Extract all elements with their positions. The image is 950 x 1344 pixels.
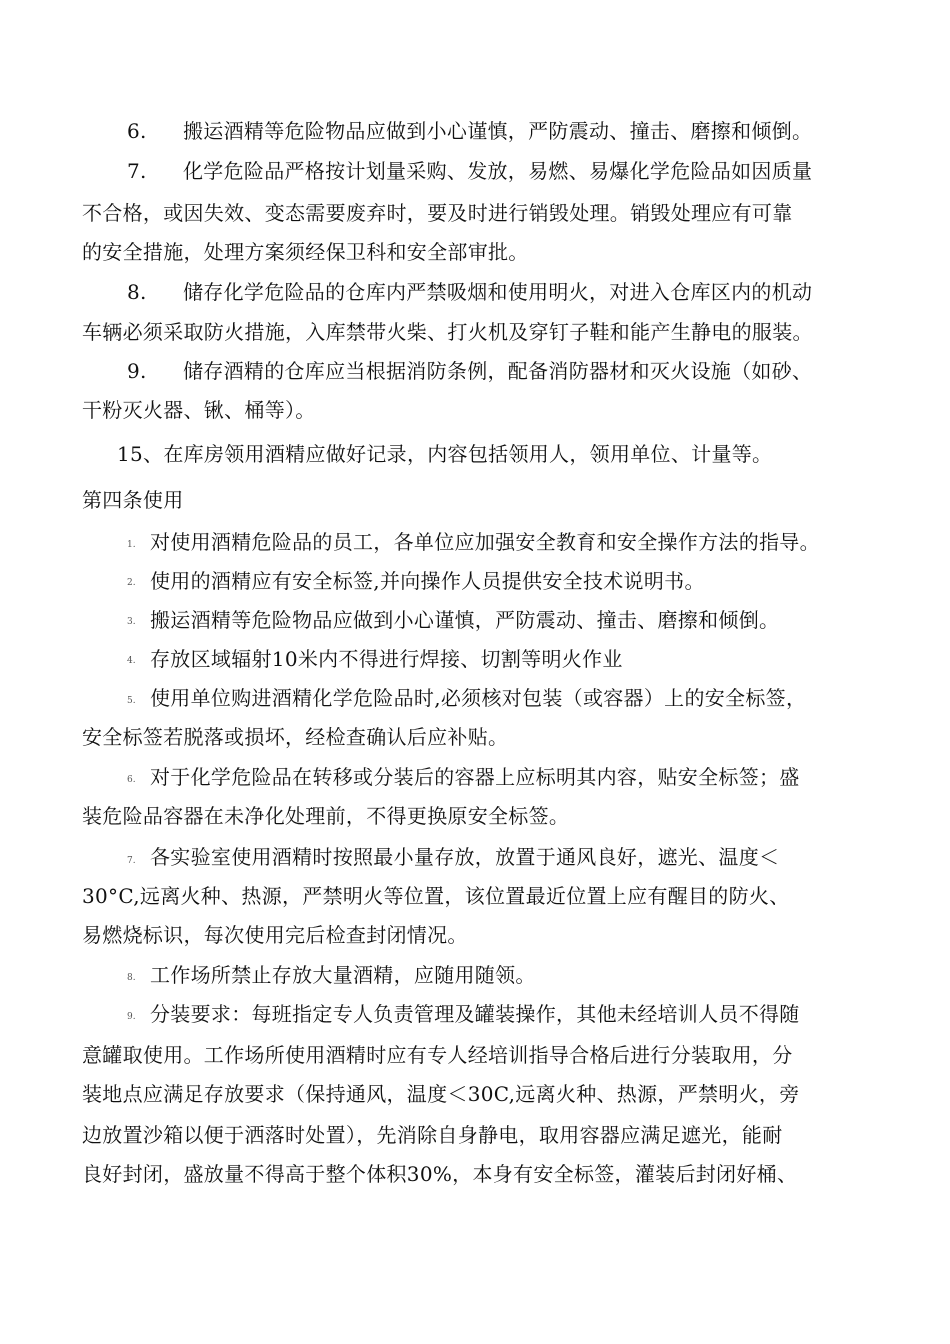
list-item: 分装要求：每班指定专人负责管理及罐装操作，其他未经培训人员不得随 xyxy=(150,1002,800,1026)
paragraph-line: 的安全措施，处理方案须经保卫科和安全部审批。 xyxy=(82,240,529,264)
list-item: 使用单位购进酒精化学危险品时,必须核对包装（或容器）上的安全标签， xyxy=(150,686,807,710)
paragraph-line: 易燃烧标识，每次使用完后检查封闭情况。 xyxy=(82,923,468,947)
paragraph-line: 不合格，或因失效、变态需要废弃时，要及时进行销毁处理。销毁处理应有可靠 xyxy=(82,201,793,225)
paragraph-line: 装危险品容器在未净化处理前，不得更换原安全标签。 xyxy=(82,804,570,828)
item-number: 7. xyxy=(127,159,147,183)
paragraph-line: 搬运酒精等危险物品应做到小心谨慎，严防震动、撞击、磨擦和倾倒。 xyxy=(183,119,813,143)
paragraph-line: 意罐取使用。工作场所使用酒精时应有专人经培训指导合格后进行分装取用，分 xyxy=(82,1043,793,1067)
paragraph-item-8 xyxy=(127,278,917,306)
list-marker: 9. xyxy=(127,1012,136,1022)
list-marker: 5. xyxy=(127,696,136,706)
list-marker: 3. xyxy=(127,617,136,627)
item-number: 8. xyxy=(127,280,147,304)
section-heading: 第四条使用 xyxy=(82,488,184,512)
paragraph-line: 30°C,远离火种、热源，严禁明火等位置，该位置最近位置上应有醒目的防火、 xyxy=(82,884,790,908)
paragraph-line: 储存化学危险品的仓库内严禁吸烟和使用明火，对进入仓库区内的机动 xyxy=(183,280,813,304)
paragraph-line: 干粉灭火器、锹、桶等）。 xyxy=(82,398,316,422)
paragraph-item-6 xyxy=(127,117,917,145)
paragraph-item-15: 15、在库房领用酒精应做好记录，内容包括领用人，领用单位、计量等。 xyxy=(117,442,773,466)
paragraph-line: 良好封闭，盛放量不得高于整个体积30%，本身有安全标签，灌装后封闭好桶、 xyxy=(82,1162,798,1186)
list-marker: 8. xyxy=(127,973,136,983)
list-item: 各实验室使用酒精时按照最小量存放，放置于通风良好，遮光、温度＜ xyxy=(150,845,780,869)
paragraph-line: 装地点应满足存放要求（保持通风，温度＜30C,远离火种、热源，严禁明火，旁 xyxy=(82,1082,800,1106)
paragraph-line: 安全标签若脱落或损坏，经检查确认后应补贴。 xyxy=(82,725,509,749)
paragraph-line: 边放置沙箱以便于洒落时处置），先消除自身静电，取用容器应满足遮光，能耐 xyxy=(82,1123,783,1147)
paragraph-item-9 xyxy=(127,357,917,385)
list-marker: 2. xyxy=(127,578,136,588)
list-item: 对于化学危险品在转移或分装后的容器上应标明其内容，贴安全标签；盛 xyxy=(150,765,800,789)
item-number: 9. xyxy=(127,359,147,383)
item-number: 6. xyxy=(127,119,147,143)
list-item: 搬运酒精等危险物品应做到小心谨慎，严防震动、撞击、磨擦和倾倒。 xyxy=(150,608,780,632)
list-marker: 6. xyxy=(127,775,136,785)
list-item: 使用的酒精应有安全标签,并向操作人员提供安全技术说明书。 xyxy=(150,569,705,593)
paragraph-line: 车辆必须采取防火措施，入库禁带火柴、打火机及穿钉子鞋和能产生静电的服装。 xyxy=(82,320,813,344)
paragraph-item-7 xyxy=(127,157,917,185)
paragraph-line: 储存酒精的仓库应当根据消防条例，配备消防器材和灭火设施（如砂、 xyxy=(183,359,813,383)
list-item: 存放区域辐射10米内不得进行焊接、切割等明火作业 xyxy=(150,647,623,671)
list-item: 对使用酒精危险品的员工，各单位应加强安全教育和安全操作方法的指导。 xyxy=(150,530,820,554)
list-item: 工作场所禁止存放大量酒精，应随用随领。 xyxy=(150,963,536,987)
list-marker: 7. xyxy=(127,856,136,866)
list-marker: 1. xyxy=(127,540,136,550)
paragraph-line: 化学危险品严格按计划量采购、发放，易燃、易爆化学危险品如因质量 xyxy=(183,159,813,183)
list-marker: 4. xyxy=(127,656,136,666)
